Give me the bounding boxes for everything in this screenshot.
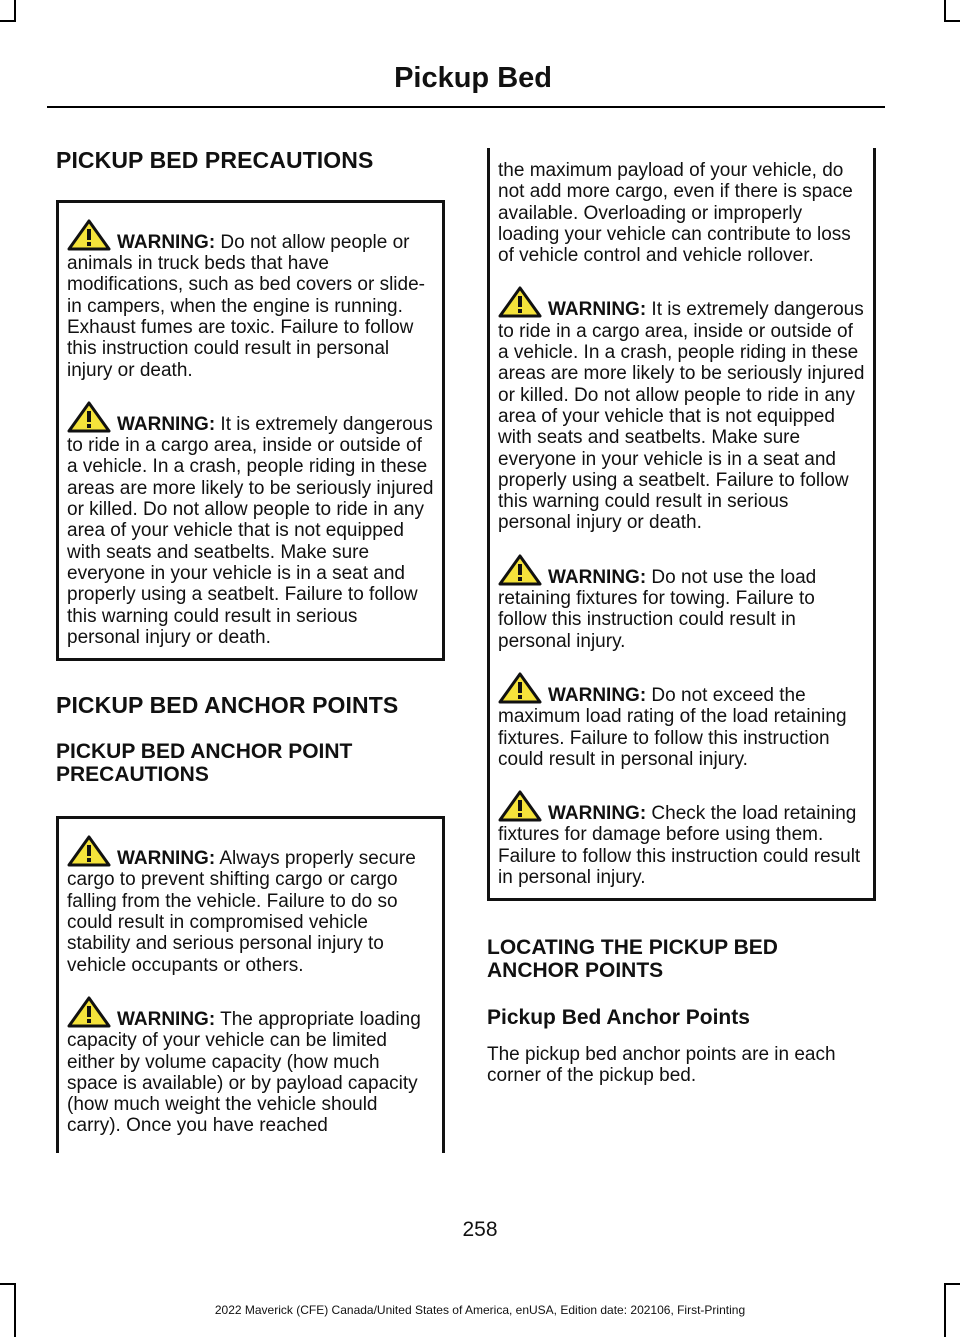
crop-mark	[944, 0, 946, 22]
warning-item	[67, 219, 434, 381]
page-header-title: Pickup Bed	[394, 62, 552, 94]
crop-mark	[944, 1283, 960, 1285]
crop-mark	[944, 20, 960, 22]
warning-label: WARNING:	[117, 231, 216, 253]
subsection-heading-anchor-points: Pickup Bed Anchor Points	[487, 1005, 750, 1029]
warning-triangle-icon	[67, 219, 111, 251]
warning-item	[498, 554, 865, 652]
warning-box-continued	[487, 148, 876, 901]
warning-item	[67, 401, 434, 648]
warning-item	[498, 672, 865, 770]
page-number: 258	[462, 1218, 498, 1241]
warning-text: Do not use the load retaining fixtures for towing. Failure to follow this instruction could result in personal injury.	[498, 566, 817, 652]
warning-text: Always properly secure cargo to prevent shifting cargo or cargo falling from the vehicle. Failure to do so could result in compromised vehicle stability and serious personal injury to vehicle occupants or others.	[67, 848, 416, 976]
warning-text: Do not exceed the maximum load rating of the load retaining fixtures. Failure to follow this instruction could result in personal injury.	[498, 684, 847, 770]
warning-triangle-icon	[67, 401, 111, 433]
right-column	[487, 148, 876, 1086]
subsection-heading-anchor-precautions: PICKUP BED ANCHOR POINT PRECAUTIONS	[56, 739, 353, 786]
section-heading-anchor-points: PICKUP BED ANCHOR POINTS	[56, 692, 399, 719]
left-column	[56, 148, 445, 1153]
warning-label: WARNING:	[117, 848, 216, 870]
warning-triangle-icon	[498, 672, 542, 704]
warning-label: WARNING:	[548, 803, 647, 825]
warning-continuation-text: the maximum payload of your vehicle, do not add more cargo, even if there is space available. Overloading or improperly loading your vehicle can contribute to loss of vehicle control and vehicle rollover.	[498, 160, 853, 267]
warning-triangle-icon	[498, 554, 542, 586]
warning-box-anchor-precautions	[56, 816, 445, 1153]
crop-mark	[0, 20, 16, 22]
warning-label: WARNING:	[548, 299, 647, 321]
warning-triangle-icon	[498, 790, 542, 822]
warning-text: Check the load retaining fixtures for damage before using them. Failure to follow this instruction could result in personal injury.	[498, 803, 861, 889]
warning-item	[498, 790, 865, 888]
warning-triangle-icon	[67, 835, 111, 867]
warning-label: WARNING:	[117, 1008, 216, 1030]
crop-mark	[14, 0, 16, 22]
header-divider	[47, 106, 885, 108]
warning-triangle-icon	[498, 286, 542, 318]
warning-text: Do not allow people or animals in truck beds that have modifications, such as bed covers or slide-in campers, when the engine is running. Exhaust fumes are toxic. Failure to follow this instruction could result in personal injury or death.	[67, 231, 425, 381]
section-heading-precautions: PICKUP BED PRECAUTIONS	[56, 147, 374, 173]
warning-label: WARNING:	[548, 684, 647, 706]
warning-box-precautions	[56, 200, 445, 661]
warning-triangle-icon	[67, 996, 111, 1028]
warning-item	[67, 835, 434, 976]
crop-mark	[0, 1283, 16, 1285]
warning-item	[498, 286, 865, 533]
warning-label: WARNING:	[548, 566, 647, 588]
anchor-points-description: The pickup bed anchor points are in each corner of the pickup bed.	[487, 1043, 836, 1087]
section-heading-locating-anchor-points: LOCATING THE PICKUP BED ANCHOR POINTS	[487, 936, 778, 982]
warning-item	[67, 996, 434, 1137]
warning-text: It is extremely dangerous to ride in a cargo area, inside or outside of a vehicle. In a crash, people riding in these areas are more likely to be seriously injured or killed. Do not allow people to ride in any area of your vehicle that is not equipped with seats and seatbelts. Make sure everyone in your vehicle is in a seat and properly using a seatbelt. Failure to follow this warning could result in serious personal injury or death.	[67, 413, 434, 648]
warning-text: The appropriate loading capacity of your vehicle can be limited either by volume capacity (how much space is available) or by payload capacity (how much weight the vehicle should carry). Once you have reached	[67, 1008, 421, 1137]
warning-text: It is extremely dangerous to ride in a cargo area, inside or outside of a vehicle. In a crash, people riding in these areas are more likely to be seriously injured or killed. Do not allow people to ride in any area of your vehicle that is not equipped with seats and seatbelts. Make sure everyone in your vehicle is in a seat and properly using a seatbelt. Failure to follow this warning could result in serious personal injury or death.	[498, 299, 865, 534]
warning-label: WARNING:	[117, 413, 216, 435]
edition-footer: 2022 Maverick (CFE) Canada/United States of America, enUSA, Edition date: 202106, First-Printing	[214, 1303, 746, 1317]
